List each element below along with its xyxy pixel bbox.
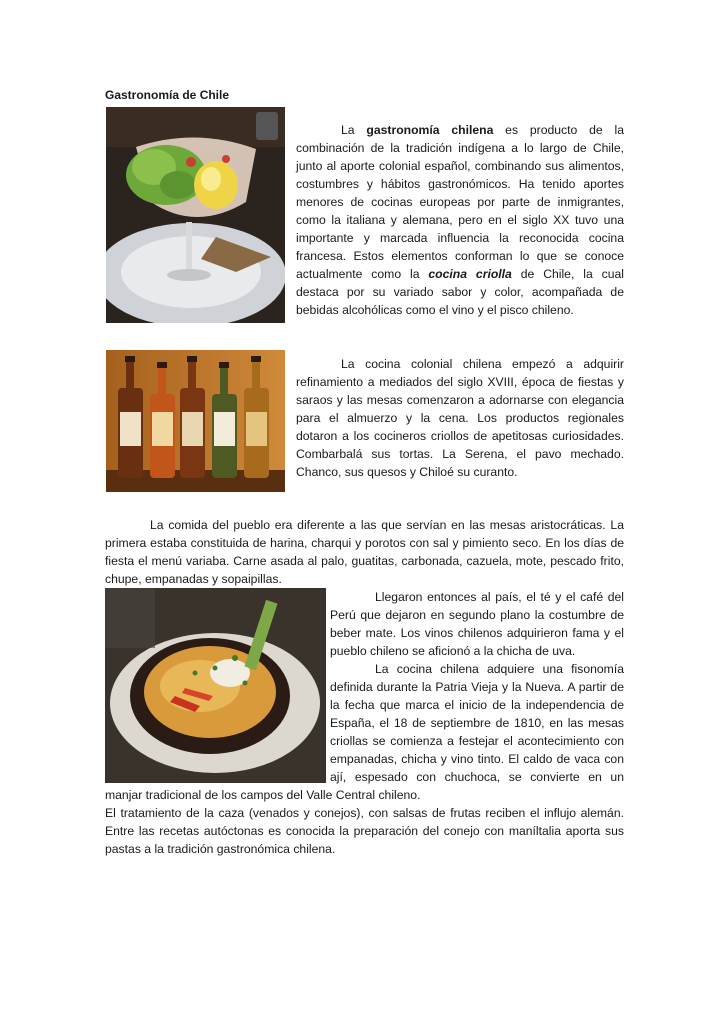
- curanto-photo: [105, 588, 328, 783]
- intro-body: es producto de la combinación de la tradición indígena a lo largo de Chile, junto al aporte colonial español, combinando sus alimentos, costumbres y hábitos gastronómicos. Ha tenido aportes menores de cocinas europeas por parte de inmigrantes, como la italiana y alemana, pero en el siglo XX tuvo una importante y marcada influencia la reconocida cocina francesa. Estos elementos conforman lo que se conoce actualmente como la: [296, 123, 624, 281]
- intro-lead: La: [341, 123, 367, 137]
- flow-block: [105, 516, 624, 858]
- intro-tail: de Chile, la cual destaca por su variado sabor y color, acompañada de bebidas alcohólicas como el vino y el pisco chileno.: [296, 267, 625, 317]
- colonial-text: La cocina colonial chilena empezó a adquirir refinamiento a mediados del siglo XVIII, época de fiestas y saraos y las mesas comenzaron a adornarse con elegancia para el almuerzo y la cena. Los productos regionales dotaron a los cocineros criollos de apetitosas curiosidades. Combarbalá sus tortas. La Serena, el pavo mechado. Chanco, sus quesos y Chiloé su curanto.: [296, 357, 624, 479]
- page-title: Gastronomía de Chile: [105, 88, 230, 102]
- paragraph-caza: El tratamiento de la caza (venados y conejos), con salsas de frutas reciben el influjo alemán. Entre las recetas autóctonas es conocida la preparación del conejo con maníltalia aporta sus pastas a la tradición gastronómica chilena.: [105, 806, 624, 856]
- intro-bolditalic-term: cocina criolla: [428, 267, 512, 281]
- ceviche-photo: [106, 107, 285, 323]
- pisco-bottles-photo: [106, 350, 285, 492]
- paragraph-pueblo: La comida del pueblo era diferente a las que servían en las mesas aristocráticas. La primera estaba constituida de harina, charqui y porotos con sal y pimiento seco. En los días de fiesta el menú variaba. Carne asada al palo, guatitas, carbonada, cazuela, mote, pescado frito, chupe, empanadas y sopaipillas.: [105, 518, 624, 586]
- paragraph-intro: [296, 121, 624, 319]
- paragraph-te-cafe: Llegaron entonces al país, el té y el café del Perú que dejaron en segundo plano la costumbre de beber mate. Los vinos chilenos adquirieron fama y el pueblo chileno se aficionó a la chicha de uva.: [330, 590, 624, 658]
- paragraph-colonial: [296, 355, 624, 481]
- paragraph-patria: La cocina chilena adquiere una fisonomía definida durante la Patria Vieja y la Nueva. A partir de la fecha que marca el inicio de la independencia de España, el 18 de septiembre de 1810, en las mesas criollas se comienza a festejar el acontecimiento con empanadas, chicha y vino tinto. El caldo de vaca con ají, espesado con chuchoca, se convierte en un manjar tradicional de los campos del Valle Central chileno.: [105, 662, 624, 802]
- intro-bold-term: gastronomía chilena: [366, 123, 494, 137]
